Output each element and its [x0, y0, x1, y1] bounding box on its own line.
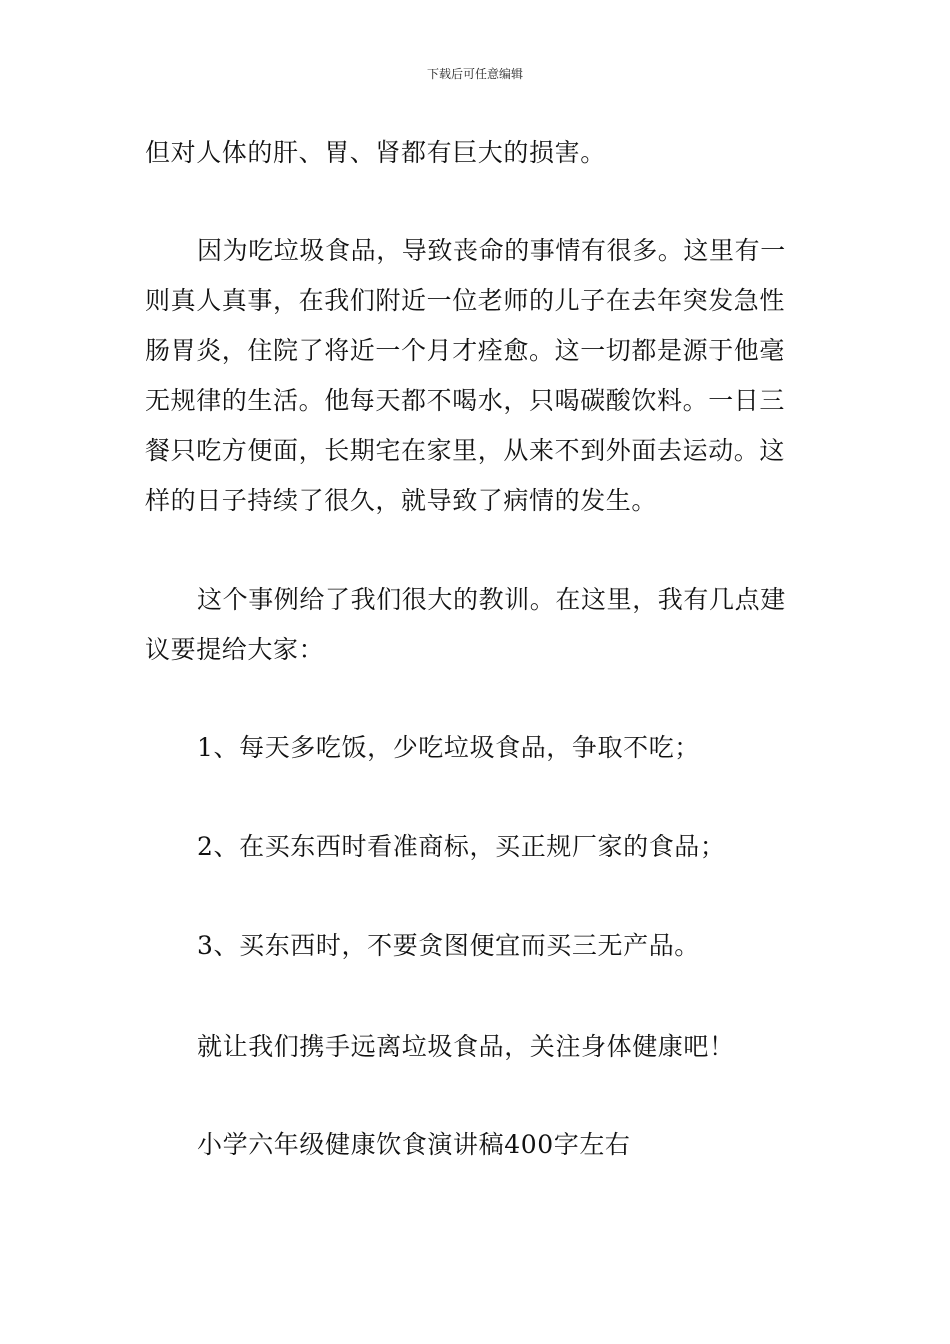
paragraph-line: 样的日子持续了很久，就导致了病情的发生。 — [145, 486, 658, 515]
list-item: 2、在买东西时看准商标，买正规厂家的食品； — [197, 832, 726, 861]
paragraph-line: 肠胃炎，住院了将近一个月才痊愈。这一切都是源于他毫 — [145, 336, 786, 365]
next-title: 小学六年级健康饮食演讲稿400字左右 — [197, 1130, 631, 1159]
paragraph-line: 则真人真事，在我们附近一位老师的儿子在去年突发急性 — [145, 286, 786, 315]
paragraph-line: 餐只吃方便面，长期宅在家里，从来不到外面去运动。这 — [145, 436, 786, 465]
paragraph-line: 这个事例给了我们很大的教训。在这里，我有几点建 — [197, 585, 786, 614]
paragraph-line: 议要提给大家： — [145, 635, 325, 664]
list-item: 3、买东西时，不要贪图便宜而买三无产品。 — [197, 931, 700, 960]
page-header-note: 下载后可任意编辑 — [426, 67, 523, 81]
list-item: 1、每天多吃饭，少吃垃圾食品，争取不吃； — [197, 733, 700, 762]
paragraph-line: 无规律的生活。他每天都不喝水，只喝碳酸饮料。一日三 — [145, 386, 786, 415]
paragraph-line: 因为吃垃圾食品，导致丧命的事情有很多。这里有一 — [197, 236, 786, 265]
paragraph-line: 但对人体的肝、胃、肾都有巨大的损害。 — [145, 138, 606, 167]
closing-line: 就让我们携手远离垃圾食品，关注身体健康吧！ — [197, 1032, 735, 1061]
